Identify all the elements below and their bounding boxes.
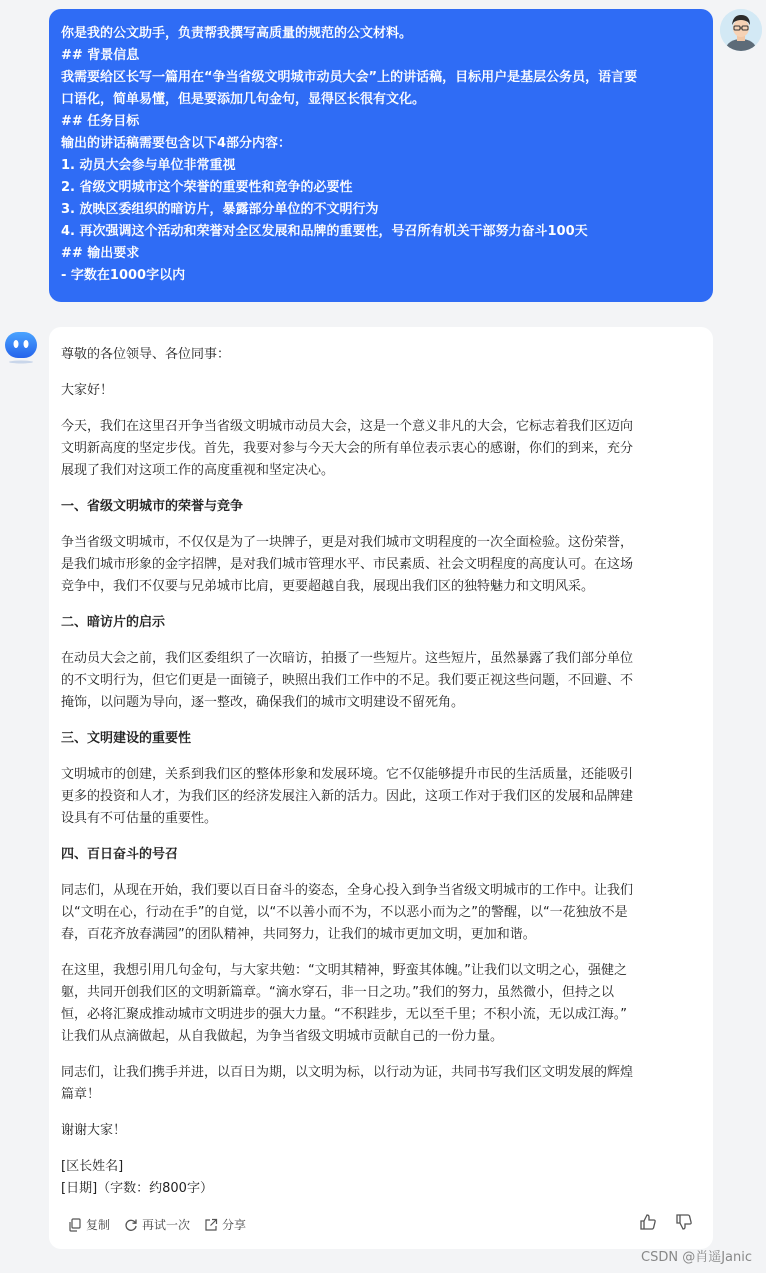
copy-button-label: 复制 (86, 1218, 111, 1232)
reply-paragraph-closing (61, 1062, 701, 1106)
section-heading-4: 四、百日奋斗的号召 (61, 847, 179, 862)
user-message-line: 输出的讲话稿需要包含以下4部分内容： (61, 136, 292, 151)
section-heading-2: 二、暗访片的启示 (61, 615, 166, 630)
reply-line: 今天，我们在这里召开争当省级文明城市动员大会，这是一个意义非凡的大会，它标志着我们区迈向 (61, 419, 634, 434)
reply-line: 以“文明在心，行动在手”的自觉，以“不以善小而不为，不以恶小而为之”的警醒，以“一花独放不是 (61, 905, 628, 920)
user-avatar-icon (720, 9, 762, 51)
thumbs-down-icon (675, 1213, 693, 1231)
reply-thanks: 谢谢大家！ (61, 1123, 127, 1138)
reply-paragraph-section-1 (61, 532, 701, 598)
reply-line: 掩饰，以问题为导向，逐一整改，确保我们的城市文明建设不留死角。 (61, 695, 465, 710)
reply-line: 文明城市的创建，关系到我们区的整体形象和发展环境。它不仅能够提升市民的生活质量，还能吸引 (61, 767, 634, 782)
reply-line: 躯，共同开创我们区的文明新篇章。“滴水穿石，非一日之功。”我们的努力，虽然微小，但持之以 (61, 985, 614, 1000)
reply-line: 争当省级文明城市，不仅仅是为了一块牌子，更是对我们城市文明程度的一次全面检验。这份荣誉， (61, 535, 634, 550)
section-heading-3: 三、文明建设的重要性 (61, 731, 192, 746)
assistant-reply-card (49, 327, 713, 1249)
assistant-avatar-icon (4, 330, 38, 364)
reply-line: 同志们，从现在开始，我们要以百日奋斗的姿态，全身心投入到争当省级文明城市的工作中。让我们 (61, 883, 634, 898)
reply-line: 春，百花齐放春满园”的团队精神，共同努力，让我们的城市更加文明，更加和谐。 (61, 927, 536, 942)
user-message-line: 口语化，简单易懂，但是要添加几句金句，显得区长很有文化。 (61, 92, 426, 107)
user-message-line: ## 输出要求 (61, 246, 140, 261)
feedback-buttons (639, 1213, 693, 1238)
reply-greeting: 尊敬的各位领导、各位同事： (61, 347, 231, 362)
retry-button[interactable] (124, 1214, 190, 1236)
share-icon (204, 1218, 218, 1232)
reply-paragraph-section-2 (61, 648, 701, 714)
assistant-avatar (4, 330, 38, 364)
user-message-line: 我需要给区长写一篇用在“争当省级文明城市动员大会”上的讲话稿，目标用户是基层公务员，语言要 (61, 70, 638, 85)
user-avatar (720, 9, 762, 51)
user-message-bubble (49, 9, 713, 302)
reply-sign-name: [区长姓名] (61, 1159, 124, 1174)
user-message-line: 3. 放映区委组织的暗访片，暴露部分单位的不文明行为 (61, 202, 379, 217)
reply-line: 文明新高度的坚定步伐。首先，我要对参与今天大会的所有单位表示衷心的感谢，你们的到来，充分 (61, 441, 634, 456)
dislike-button[interactable] (675, 1213, 693, 1238)
user-message-line: 4. 再次强调这个活动和荣誉对全区发展和品牌的重要性，号召所有机关干部努力奋斗100天 (61, 224, 588, 239)
reply-hello: 大家好！ (61, 383, 114, 398)
reply-line: 在这里，我想引用几句金句，与大家共勉：“文明其精神，野蛮其体魄。”让我们以文明之心，强健之 (61, 963, 627, 978)
user-message-line: ## 任务目标 (61, 114, 140, 129)
reply-line: 篇章！ (61, 1087, 101, 1102)
reply-paragraph-intro (61, 416, 701, 482)
reply-line: 在动员大会之前，我们区委组织了一次暗访，拍摄了一些短片。这些短片，虽然暴露了我们部分单位 (61, 651, 634, 666)
share-button[interactable] (204, 1214, 246, 1236)
copy-button[interactable] (68, 1214, 110, 1236)
reply-line: 让我们从点滴做起，从自我做起，为争当省级文明城市贡献自己的一份力量。 (61, 1029, 504, 1044)
reply-action-bar (68, 1215, 693, 1235)
reply-sign-date: [日期]（字数：约800字） (61, 1181, 213, 1196)
reply-paragraph-section-4a (61, 880, 701, 946)
reply-line: 设具有不可估量的重要性。 (61, 811, 218, 826)
user-message-line: 你是我的公文助手，负责帮我撰写高质量的规范的公文材料。 (61, 26, 413, 41)
user-message-line: ## 背景信息 (61, 48, 140, 63)
share-button-label: 分享 (222, 1218, 247, 1232)
like-button[interactable] (639, 1213, 657, 1238)
copy-icon (68, 1218, 82, 1232)
reply-line: 恒，必将汇聚成推动城市文明进步的强大力量。“不积跬步，无以至千里；不积小流，无以成江海。” (61, 1007, 627, 1022)
reply-paragraph-section-3 (61, 764, 701, 830)
refresh-icon (124, 1218, 138, 1232)
reply-line: 是我们城市形象的金字招牌，是对我们城市管理水平、市民素质、社会文明程度的高度认可。在这场 (61, 557, 634, 572)
reply-line: 竞争中，我们不仅要与兄弟城市比肩，更要超越自我，展现出我们区的独特魅力和文明风采。 (61, 579, 595, 594)
user-message-line: 1. 动员大会参与单位非常重视 (61, 158, 236, 173)
watermark: CSDN @肖遥Janic (641, 1250, 752, 1265)
reply-line: 更多的投资和人才，为我们区的经济发展注入新的活力。因此，这项工作对于我们区的发展和品牌建 (61, 789, 634, 804)
user-message-line: 2. 省级文明城市这个荣誉的重要性和竞争的必要性 (61, 180, 353, 195)
reply-paragraph-section-4b (61, 960, 701, 1048)
section-heading-1: 一、省级文明城市的荣誉与竞争 (61, 499, 244, 514)
retry-button-label: 再试一次 (142, 1218, 191, 1232)
reply-line: 展现了我们对这项工作的高度重视和坚定决心。 (61, 463, 335, 478)
reply-line: 同志们，让我们携手并进，以百日为期，以文明为标，以行动为证，共同书写我们区文明发展的辉煌 (61, 1065, 634, 1080)
thumbs-up-icon (639, 1213, 657, 1231)
user-message-line: - 字数在1000字以内 (61, 268, 186, 283)
reply-line: 的不文明行为，但它们更是一面镜子，映照出我们工作中的不足。我们要正视这些问题，不回避、不 (61, 673, 634, 688)
